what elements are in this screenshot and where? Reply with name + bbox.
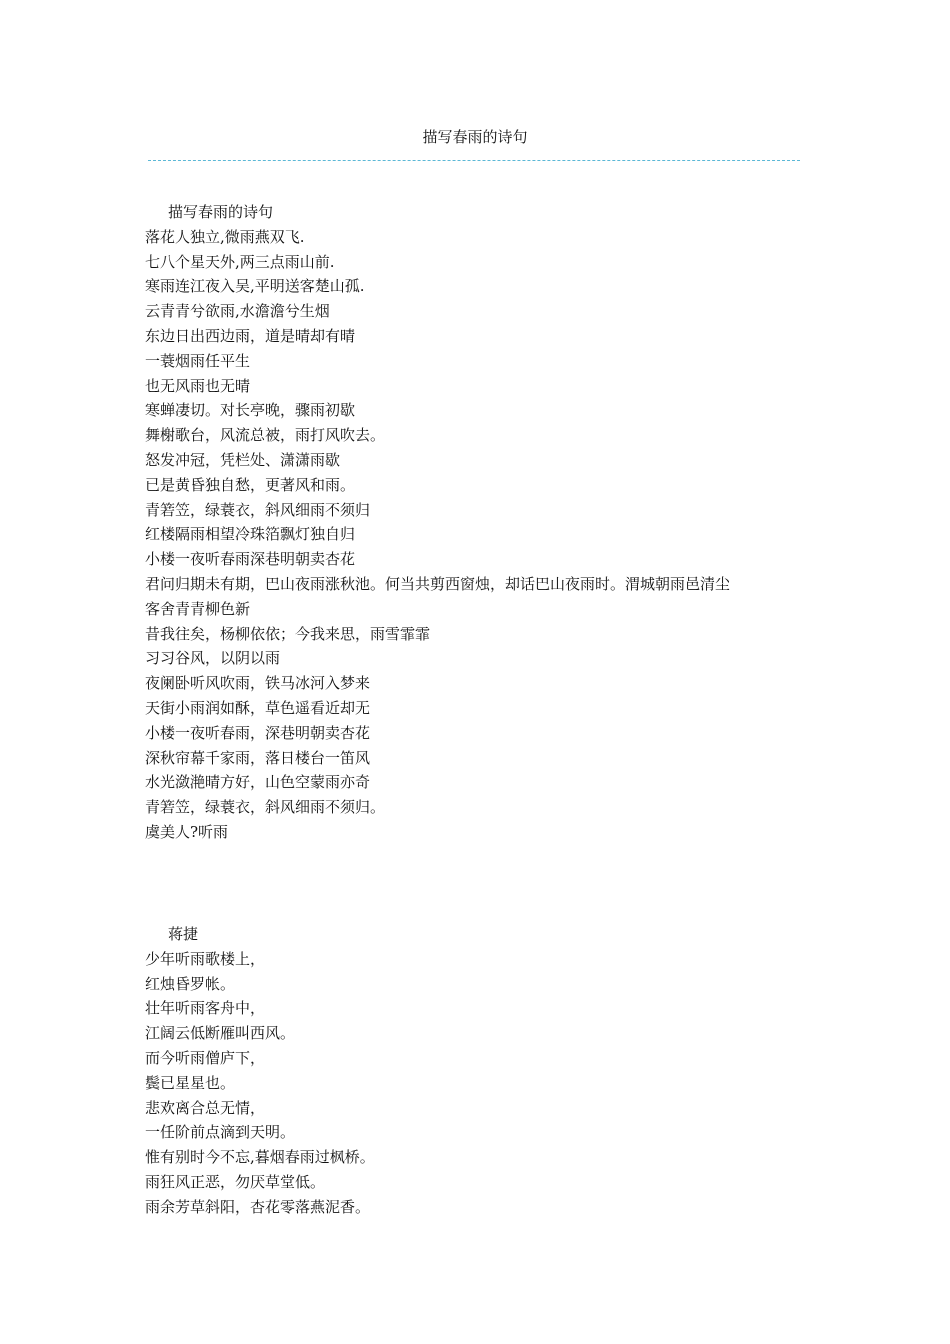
poem-line: 雨狂风正恶，勿厌草堂低。 — [145, 1172, 326, 1191]
poem-line: 青箬笠，绿蓑衣，斜风细雨不须归。 — [145, 798, 386, 817]
poem-line: 少年听雨歌楼上， — [145, 949, 266, 968]
poem-line: 也无风雨也无晴 — [145, 376, 251, 395]
poem-line: 雨余芳草斜阳，杏花零落燕泥香。 — [145, 1197, 371, 1216]
poem-line: 一蓑烟雨任平生 — [145, 351, 251, 370]
poem-line: 虞美人?听雨 — [145, 822, 229, 841]
poem-line: 习习谷风，以阴以雨 — [145, 649, 281, 668]
poem-line: 寒雨连江夜入吴,平明送客楚山孤. — [145, 277, 365, 296]
poem-line: 红楼隔雨相望冷珠箔飘灯独自归 — [145, 525, 356, 544]
page-title: 描写春雨的诗句 — [422, 128, 528, 146]
poem-section-one — [145, 200, 845, 845]
poem-line: 天街小雨润如酥，草色遥看近却无 — [145, 698, 371, 717]
poem-line: 一任阶前点滴到天明。 — [145, 1123, 296, 1142]
poem-lines — [145, 947, 845, 1220]
poem-line: 江阔云低断雁叫西风。 — [145, 1024, 296, 1043]
poem-line: 而今听雨僧庐下， — [145, 1048, 266, 1067]
poem-line: 寒蝉凄切。对长亭晚，骤雨初歇 — [145, 401, 356, 420]
poem-line: 鬓已星星也。 — [145, 1073, 236, 1092]
poem-line: 云青青兮欲雨,水澹澹兮生烟 — [145, 302, 330, 321]
poem-line: 落花人独立,微雨燕双飞. — [145, 227, 305, 246]
poem-line: 夜阑卧听风吹雨，铁马冰河入梦来 — [145, 674, 371, 693]
poem-line: 青箬笠，绿蓑衣，斜风细雨不须归 — [145, 500, 371, 519]
poem-line: 小楼一夜听春雨深巷明朝卖杏花 — [145, 550, 356, 569]
poem-line: 小楼一夜听春雨，深巷明朝卖杏花 — [145, 723, 371, 742]
poem-line: 水光潋滟晴方好，山色空蒙雨亦奇 — [145, 773, 371, 792]
poem-line: 壮年听雨客舟中， — [145, 999, 266, 1018]
poem-section-two — [145, 922, 845, 1220]
poem-line: 怒发冲冠，凭栏处、潇潇雨歇 — [145, 450, 341, 469]
poem-line: 七八个星天外,两三点雨山前. — [145, 252, 335, 271]
poem-line: 深秋帘幕千家雨，落日楼台一笛风 — [145, 748, 371, 767]
poem-line: 东边日出西边雨，道是晴却有晴 — [145, 326, 356, 345]
poem-line: 惟有别时今不忘,暮烟春雨过枫桥。 — [145, 1148, 375, 1167]
poem-line: 客舍青青柳色新 — [145, 599, 251, 618]
poem-line: 悲欢离合总无情， — [145, 1098, 266, 1117]
poem-line: 红烛昏罗帐。 — [145, 974, 236, 993]
poem-line: 舞榭歌台，风流总被，雨打风吹去。 — [145, 426, 386, 445]
poem-line: 君问归期未有期，巴山夜雨涨秋池。何当共剪西窗烛，却话巴山夜雨时。渭城朝雨邑清尘 — [145, 574, 731, 593]
poem-lines — [145, 225, 845, 845]
poem-line: 已是黄昏独自愁，更著风和雨。 — [145, 475, 356, 494]
section-heading: 描写春雨的诗句 — [168, 203, 274, 221]
author-heading: 蒋捷 — [168, 925, 199, 943]
poem-line: 昔我往矣，杨柳依依；今我来思，雨雪霏霏 — [145, 624, 431, 643]
title-divider — [148, 160, 800, 161]
